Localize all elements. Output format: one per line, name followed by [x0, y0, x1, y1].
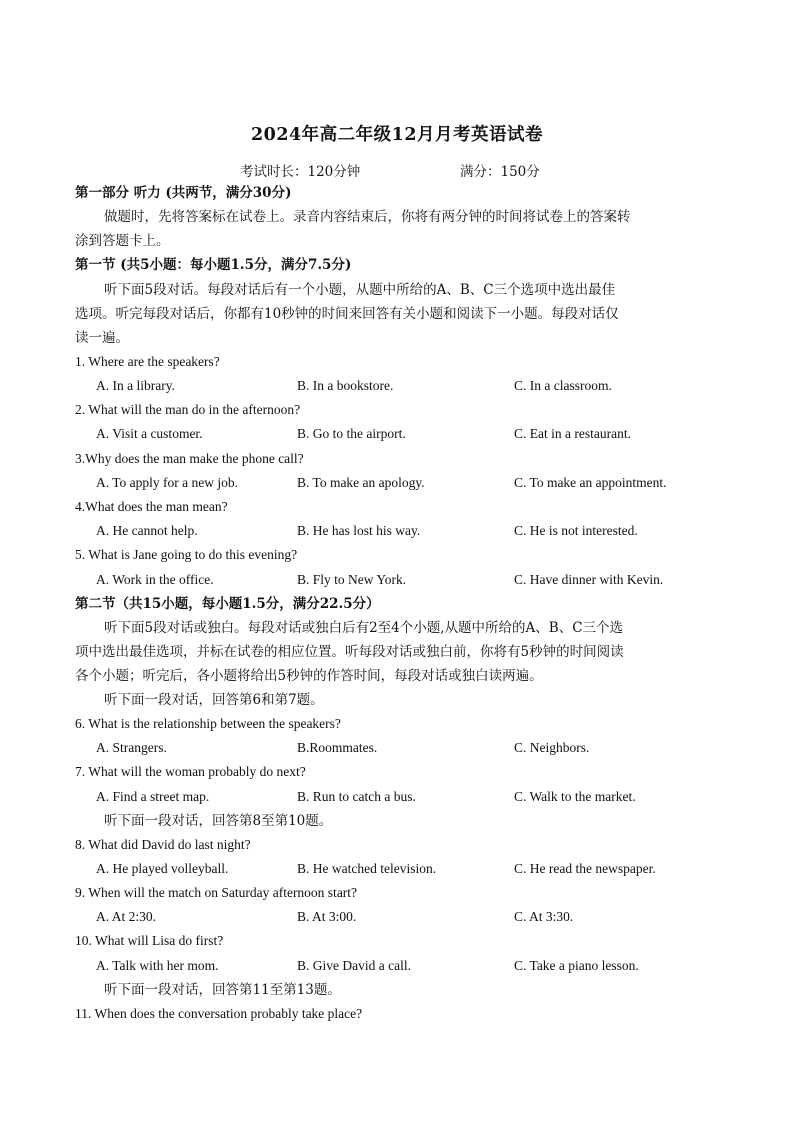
q2-option-c: C. Eat in a restaurant.	[514, 426, 631, 441]
exam-duration: 考试时长：120分钟	[240, 164, 361, 180]
section2-heading: 第二节（共15小题，每小题1.5分，满分22.5分）	[75, 596, 380, 612]
instruction-q11-13: 听下面一段对话，回答第11至第13题。	[104, 982, 341, 998]
q1-option-a: A. In a library.	[96, 378, 175, 393]
question-6: 6. What is the relationship between the speakers?	[75, 716, 341, 731]
question-4: 4.What does the man mean?	[75, 499, 228, 514]
section2-intro-line2: 项中选出最佳选项，并标在试卷的相应位置。听每段对话或独白前，你将有5秒钟的时间阅读	[75, 644, 624, 660]
q9-option-b: B. At 3:00.	[297, 909, 357, 924]
q7-option-b: B. Run to catch a bus.	[297, 789, 416, 804]
q8-option-a: A. He played volleyball.	[96, 861, 229, 876]
part1-heading: 第一部分 听力 (共两节，满分30分)	[75, 185, 292, 201]
section1-intro-line3: 读一遍。	[75, 330, 129, 346]
q8-option-c: C. He read the newspaper.	[514, 861, 656, 876]
q3-option-c: C. To make an appointment.	[514, 475, 667, 490]
exam-title: 2024年高二年级12月月考英语试卷	[250, 125, 544, 145]
section2-intro-line3: 各个小题；听完后，各小题将给出5秒钟的作答时间，每段对话或独白读两遍。	[75, 668, 543, 684]
question-11: 11. When does the conversation probably take place?	[75, 1006, 363, 1021]
question-2: 2. What will the man do in the afternoon?	[75, 402, 301, 417]
part1-intro-line1: 做题时，先将答案标在试卷上。录音内容结束后，你将有两分钟的时间将试卷上的答案转	[104, 209, 631, 225]
question-7: 7. What will the woman probably do next?	[75, 764, 306, 779]
section1-intro-line1: 听下面5段对话。每段对话后有一个小题，从题中所给的A、B、C三个选项中选出最佳	[104, 282, 616, 298]
q4-option-c: C. He is not interested.	[514, 523, 638, 538]
q7-option-a: A. Find a street map.	[96, 789, 210, 804]
question-9: 9. When will the match on Saturday afternoon start?	[75, 885, 358, 900]
q3-option-b: B. To make an apology.	[297, 475, 425, 490]
q3-option-a: A. To apply for a new job.	[96, 475, 239, 490]
q1-option-b: B. In a bookstore.	[297, 378, 394, 393]
instruction-q8-10: 听下面一段对话，回答第8至第10题。	[104, 813, 333, 829]
q5-option-c: C. Have dinner with Kevin.	[514, 572, 664, 587]
q6-option-b: B.Roommates.	[297, 740, 378, 755]
question-3: 3.Why does the man make the phone call?	[75, 451, 304, 466]
question-1: 1. Where are the speakers?	[75, 354, 220, 369]
instruction-q6-7: 听下面一段对话，回答第6和第7题。	[104, 692, 324, 708]
question-8: 8. What did David do last night?	[75, 837, 251, 852]
q1-option-c: C. In a classroom.	[514, 378, 612, 393]
question-5: 5. What is Jane going to do this evening?	[75, 547, 298, 562]
section2-intro-line1: 听下面5段对话或独白。每段对话或独白后有2至4个小题,从题中所给的A、B、C三个选	[104, 620, 624, 636]
q8-option-b: B. He watched television.	[297, 861, 437, 876]
q9-option-c: C. At 3:30.	[514, 909, 574, 924]
section1-heading: 第一节 (共5小题：每小题1.5分，满分7.5分)	[75, 257, 352, 273]
q10-option-a: A. Talk with her mom.	[96, 958, 219, 973]
section1-intro-line2: 选项。听完每段对话后，你都有10秒钟的时间来回答有关小题和阅读下一小题。每段对话仅	[75, 306, 619, 322]
q9-option-a: A. At 2:30.	[96, 909, 157, 924]
q10-option-b: B. Give David a call.	[297, 958, 411, 973]
q6-option-c: C. Neighbors.	[514, 740, 590, 755]
q4-option-b: B. He has lost his way.	[297, 523, 421, 538]
q4-option-a: A. He cannot help.	[96, 523, 198, 538]
q7-option-c: C. Walk to the market.	[514, 789, 636, 804]
q2-option-a: A. Visit a customer.	[96, 426, 203, 441]
q10-option-c: C. Take a piano lesson.	[514, 958, 639, 973]
q2-option-b: B. Go to the airport.	[297, 426, 406, 441]
part1-intro-line2: 涂到答题卡上。	[75, 233, 170, 249]
exam-full-score: 满分：150分	[460, 164, 540, 180]
q6-option-a: A. Strangers.	[96, 740, 167, 755]
q5-option-a: A. Work in the office.	[96, 572, 214, 587]
question-10: 10. What will Lisa do first?	[75, 933, 224, 948]
q5-option-b: B. Fly to New York.	[297, 572, 407, 587]
